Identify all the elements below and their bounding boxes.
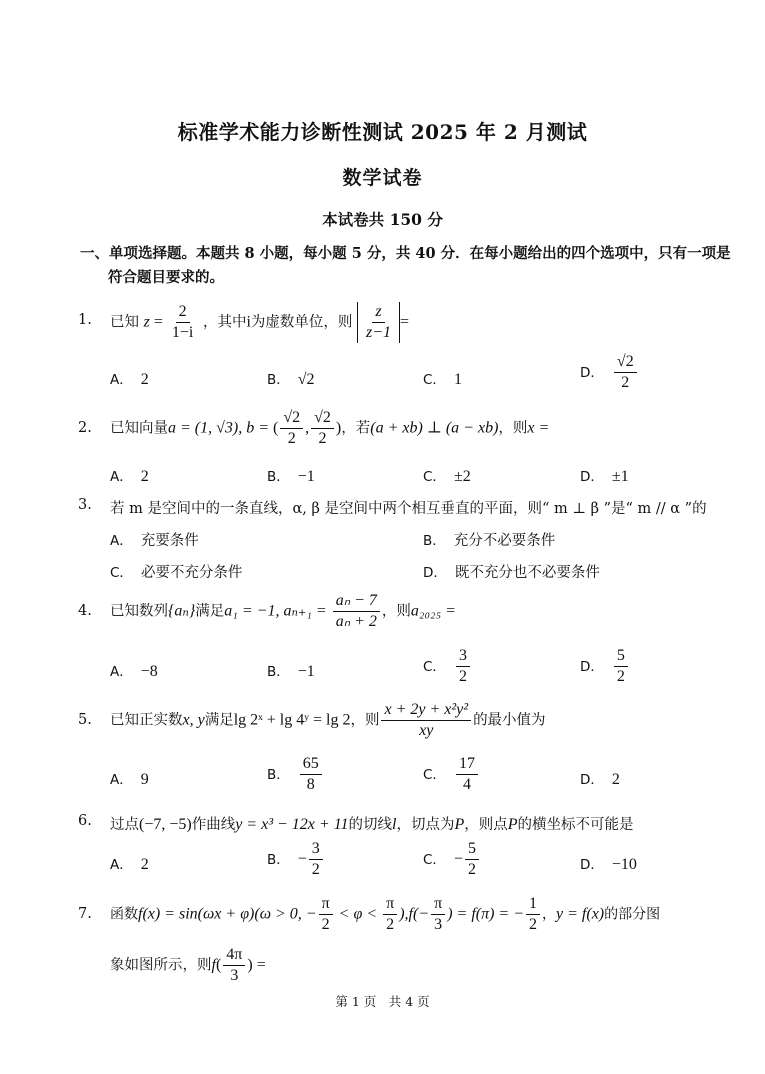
question-stem: 若 m 是空间中的一条直线，α, β 是空间中两个相互垂直的平面，则“ m ⊥ β ”是“ m // α ”的 — [110, 501, 707, 517]
option-b[interactable]: B． √2 — [267, 371, 315, 388]
option-c[interactable]: C． $\frac{17}{4}$ — [423, 754, 480, 795]
question-stem: 已知正实数x, y满足lg 2ˣ + lg 4ʸ = lg 2，则 $\frac{\text{x + 2y + x²y²}}{xy}$ 的最小值为 — [110, 701, 546, 739]
option-a[interactable]: A． 2 — [110, 468, 149, 485]
question-stem: 过点(−7, −5)作曲线y = x³ − 12x + 11的切线l，切点为P，则点P的横坐标不可能是 — [110, 816, 634, 833]
option-a[interactable]: A． 充要条件 — [110, 533, 199, 549]
question-stem: 已知 z = $\frac{2}{1-i}$ ，其中i为虚数单位，则 $\frac{z}{z-1}$ = — [110, 303, 410, 341]
option-d[interactable]: D． $\frac{√2}{2}$ — [580, 352, 639, 393]
option-a[interactable]: A． −8 — [110, 663, 158, 680]
option-b[interactable]: B． 充分不必要条件 — [423, 533, 556, 549]
option-a[interactable]: A． 9 — [110, 771, 149, 788]
option-a[interactable]: A． 2 — [110, 371, 149, 388]
option-d[interactable]: D． 既不充分也不必要条件 — [423, 565, 600, 581]
option-d[interactable]: D． −10 — [580, 856, 637, 873]
question-stem-cont: 象如图所示，则f( $\frac{4\pi}{3}$ ) = — [110, 946, 266, 984]
exam-subtitle: 数学试卷 — [342, 167, 423, 189]
question-number: 7. — [78, 906, 92, 922]
option-c[interactable]: C． ±2 — [423, 468, 471, 485]
option-d[interactable]: D． $\frac{5}{2}$ — [580, 646, 630, 687]
question-stem: 函数f(x) = sin(ωx + φ)(ω > 0, − $\frac{\pi}{2}$ < φ < $\frac{\pi}{2}$ ),f(− $\frac{\pi}{3}$ ) = f(π) = − $\frac{1}{2}$ ，y = f(x)的部分图 — [110, 895, 661, 933]
question-number: 4. — [78, 603, 92, 619]
option-a[interactable]: A． 2 — [110, 856, 149, 873]
section-heading — [80, 242, 745, 290]
absolute-value: $\frac{z}{z-1}$ — [357, 302, 400, 343]
question-number: 5. — [78, 712, 92, 728]
option-c[interactable]: C． − $\frac{5}{2}$ — [423, 839, 481, 880]
option-c[interactable]: C． 1 — [423, 371, 462, 388]
total-score: 本试卷共 150 分 — [322, 210, 443, 229]
question-number: 6. — [78, 813, 92, 829]
option-b[interactable]: B． $\frac{65}{8}$ — [267, 754, 324, 795]
option-b[interactable]: B． − $\frac{3}{2}$ — [267, 839, 325, 880]
option-c[interactable]: C． 必要不充分条件 — [110, 565, 243, 581]
option-b[interactable]: B． −1 — [267, 663, 315, 680]
exam-title: 标准学术能力诊断性测试 2025 年 2 月测试 — [177, 120, 588, 144]
question-number: 1. — [78, 312, 92, 328]
question-stem: 已知向量a = (1, √3), b = ( $\frac{√2}{2}$ , $\frac{√2}{2}$ )，若(a + xb) ⊥ (a − xb)，则x = — [110, 409, 550, 447]
section-heading-line2: 符合题目要求的。 — [108, 269, 224, 286]
question-number: 3. — [78, 497, 92, 513]
option-d[interactable]: D． ±1 — [580, 468, 629, 485]
option-b[interactable]: B． −1 — [267, 468, 315, 485]
section-heading-line1: 一、单项选择题。本题共 8 小题，每小题 5 分，共 40 分．在每小题给出的四个选项中，只有一项是 — [80, 245, 731, 262]
page-footer: 第 1 页 共 4 页 — [335, 994, 430, 1009]
option-c[interactable]: C． $\frac{3}{2}$ — [423, 646, 472, 687]
option-d[interactable]: D． 2 — [580, 771, 620, 788]
question-stem: 已知数列{aₙ}满足a₁ = −1, aₙ₊₁ = $\frac{\text{aₙ − 7}}{\text{aₙ + 2}}$ ，则a₂₀₂₅ = — [110, 592, 456, 630]
fraction: $\frac{2}{1-i}$ — [171, 303, 194, 341]
question-number: 2. — [78, 420, 92, 436]
